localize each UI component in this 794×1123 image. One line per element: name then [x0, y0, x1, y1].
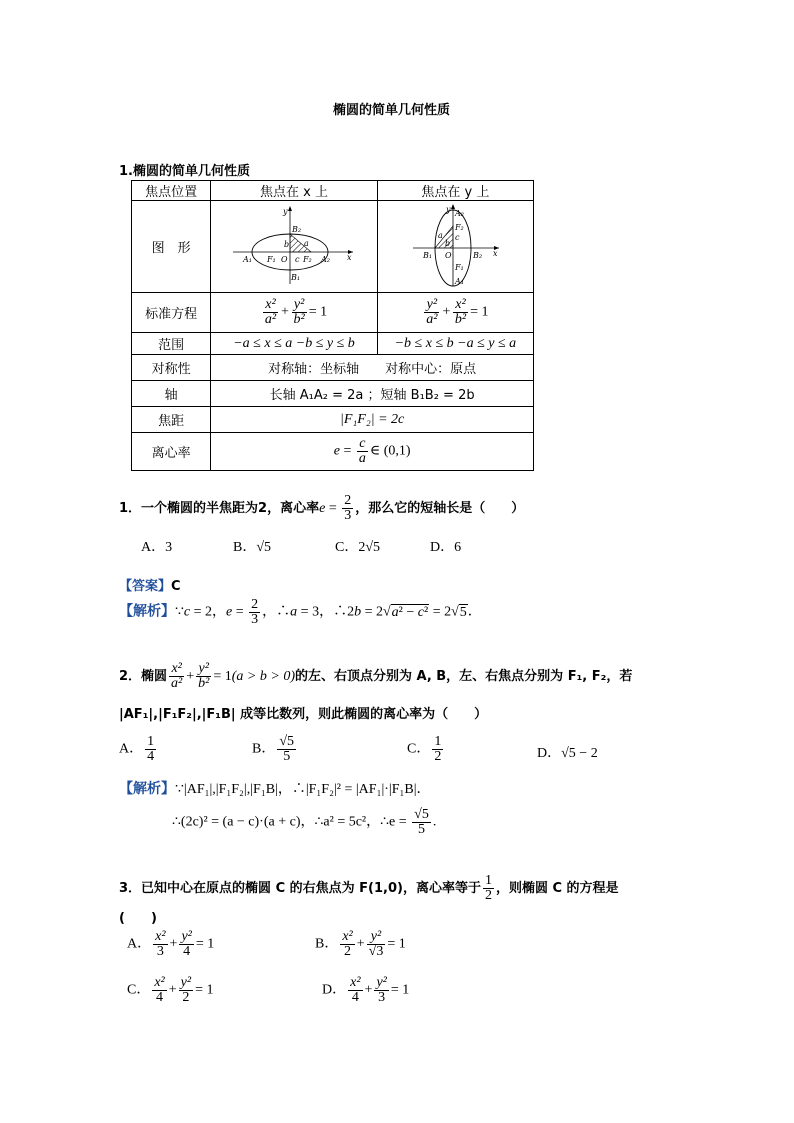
fig-x-label: F₁ — [267, 254, 276, 264]
fig-y-label: c — [455, 232, 460, 242]
header-focus-position: 焦点位置 — [132, 181, 211, 201]
symmetry-value: 对称轴：坐标轴 对称中心：原点 — [211, 355, 534, 381]
fig-y-label: x — [493, 248, 498, 258]
analysis-label: 【解析】 — [119, 603, 175, 620]
q3-option-c-label: C． — [127, 982, 151, 998]
fig-x-label: x — [347, 252, 352, 262]
header-focus-y: 焦点在 y 上 — [377, 181, 533, 201]
fig-x-label: c — [295, 254, 300, 264]
q2-analysis-text-1: ∵|AF₁|,|F₁F₂|,|F₁B|，∴|F₁F₂|² = |AF₁|·|F₁B|． — [175, 782, 431, 797]
q3-option-d[interactable]: D． $\frac{\text{x²}}{4}$ + $\frac{\text{y²}}{3}$ = 1 — [322, 975, 410, 1005]
ellipse-y-diagram — [405, 202, 505, 288]
range-focus-x: −a ≤ x ≤ a −b ≤ y ≤ b — [211, 333, 378, 355]
q3-option-d-label: D． — [322, 982, 347, 998]
q3-option-c[interactable]: C． $\frac{\text{x²}}{4}$ + $\frac{\text{y²}}{2}$ = 1 — [127, 975, 214, 1005]
q3-option-a-label: A． — [127, 936, 152, 952]
fig-y-label: A₁ — [455, 276, 465, 286]
fig-x-label: A₁ — [243, 254, 252, 264]
equation-focus-x: $\frac{\text{x²}}{\text{a²}}$ + $\frac{\text{y²}}{\text{b²}}$ = 1 — [211, 293, 378, 333]
figure-focus-y — [377, 201, 533, 293]
fig-y-label: B₁ — [423, 250, 433, 260]
row-label-axis: 轴 — [132, 381, 211, 407]
q1-stem: 1．一个椭圆的半焦距为2，离心率e = $\frac{2}{3}$ ，那么它的短轴长是（ ） — [119, 493, 525, 523]
fig-x-label: A₂ — [321, 254, 330, 264]
range-focus-y: −b ≤ x ≤ b −a ≤ y ≤ a — [377, 333, 533, 355]
equation-focus-y: $\frac{\text{y²}}{\text{a²}}$ + $\frac{\text{x²}}{\text{b²}}$ = 1 — [377, 293, 533, 333]
axis-value: 长轴 A₁A₂ = 2a ；短轴 B₁B₂ = 2b — [211, 381, 534, 407]
q2-option-c[interactable]: C． $\frac{1}{2}$ — [407, 734, 442, 764]
section-heading: 1.椭圆的简单几何性质 — [119, 164, 250, 179]
q3-option-a[interactable]: A． $\frac{\text{x²}}{3}$ + $\frac{\text{y²}}{4}$ = 1 — [127, 929, 215, 959]
q1-analysis: 【解析】∵c = 2，e = $\frac{2}{3}$ ，∴a = 3，∴2b = 2√a² − c² = 2√5． — [119, 597, 482, 627]
q2-text-mid: 的左、右顶点分别为 A, B，左、右焦点分别为 F₁, F₂，若 — [294, 669, 633, 684]
q2-condition: (a > b > 0) — [231, 669, 295, 684]
fig-x-label: B₂ — [292, 224, 302, 234]
answer-value: C — [171, 579, 181, 594]
q3-option-b[interactable]: B． $\frac{\text{x²}}{2}$ + $\frac{\text{y²}}{√3}$ = 1 — [315, 929, 406, 959]
row-label-figure: 图 形 — [132, 201, 211, 293]
fig-y-label: A₂ — [455, 208, 465, 218]
fig-x-label: b — [284, 239, 290, 249]
fig-x-label: B₁ — [291, 272, 301, 282]
q1-option-a[interactable]: A．3 — [141, 540, 173, 555]
q2-option-d[interactable]: D．√5 − 2 — [537, 746, 598, 761]
fig-y-label: F₂ — [455, 222, 465, 232]
q1-text-post: ，那么它的短轴长是（ ） — [355, 501, 525, 516]
q2-line2: |AF₁|,|F₁F₂|,|F₁B| 成等比数列，则此椭圆的离心率为（ ） — [119, 707, 488, 722]
ecc-value: e = $\frac{c}{a}$ ∈ (0,1) — [211, 433, 534, 471]
q1-text-pre: 1．一个椭圆的半焦距为2，离心率 — [119, 501, 320, 516]
header-focus-x: 焦点在 x 上 — [211, 181, 378, 201]
analysis-label: 【解析】 — [119, 781, 175, 797]
fig-y-label: a — [438, 230, 444, 240]
row-label-symmetry: 对称性 — [132, 355, 211, 381]
q2-option-a-label: A． — [119, 741, 144, 757]
q1-option-c[interactable]: C．2√5 — [335, 540, 381, 555]
q3-text-pre: 3．已知中心在原点的椭圆 C 的右焦点为 F(1,0)，离心率等于 — [119, 881, 481, 896]
fig-y-label: O — [445, 250, 452, 260]
q3-paren: ( ) — [119, 911, 157, 926]
q2-analysis-text-2: ∴(2c)² = (a − c)·(a + c)，∴a² = 5c²，∴e = — [172, 814, 407, 830]
q3-text-post: ，则椭圆 C 的方程是 — [495, 881, 619, 896]
fig-y-label: F₁ — [455, 262, 465, 272]
answer-label: 【答案】 — [119, 579, 172, 594]
q2-stem: 2．椭圆 $\frac{\text{x²}}{\text{a²}}$ + $\frac{\text{y²}}{\text{b²}}$ = 1(a > b > 0)的左、右顶点分别为 A, B，左、右焦点分别为 F₁, F₂，若 — [119, 661, 633, 691]
fig-y-label: b — [445, 238, 451, 248]
fig-y-label: y — [446, 204, 451, 214]
ellipse-x-diagram — [229, 202, 359, 288]
q2-option-b-label: B． — [252, 741, 276, 757]
q2-text-pre: 2．椭圆 — [119, 669, 168, 684]
fig-x-label: O — [281, 254, 288, 264]
row-label-ecc: 离心率 — [132, 433, 211, 471]
q3-stem: 3．已知中心在原点的椭圆 C 的右焦点为 F(1,0)，离心率等于 $\frac{1}{2}$ ，则椭圆 C 的方程是 — [119, 873, 619, 903]
q3-option-b-label: B． — [315, 936, 339, 952]
q2-analysis-2: ∴(2c)² = (a − c)·(a + c)，∴a² = 5c²，∴e = $\frac{√5}{5}$ . — [172, 807, 437, 837]
figure-focus-x — [211, 201, 378, 293]
fig-x-label: F₂ — [303, 254, 312, 264]
focal-value: |F₁F₂| = 2c — [211, 407, 534, 433]
ecc-range: ∈ (0,1) — [369, 443, 411, 459]
fig-x-label: y — [283, 206, 288, 216]
q1-option-d[interactable]: D．6 — [430, 540, 462, 555]
q1-option-b[interactable]: B．√5 — [233, 540, 272, 555]
row-label-equation: 标准方程 — [132, 293, 211, 333]
row-label-range: 范围 — [132, 333, 211, 355]
q1-answer — [119, 575, 181, 594]
row-label-focal: 焦距 — [132, 407, 211, 433]
q2-option-c-label: C． — [407, 741, 431, 757]
q2-option-a[interactable]: A． $\frac{1}{4}$ — [119, 734, 155, 764]
q2-analysis-1 — [119, 778, 431, 798]
fig-y-label: B₂ — [473, 250, 483, 260]
q2-option-b[interactable]: B． $\frac{√5}{5}$ — [252, 734, 295, 764]
fig-x-label: a — [304, 238, 309, 248]
page-title: 椭圆的简单几何性质 — [333, 103, 451, 118]
properties-table — [131, 180, 534, 471]
